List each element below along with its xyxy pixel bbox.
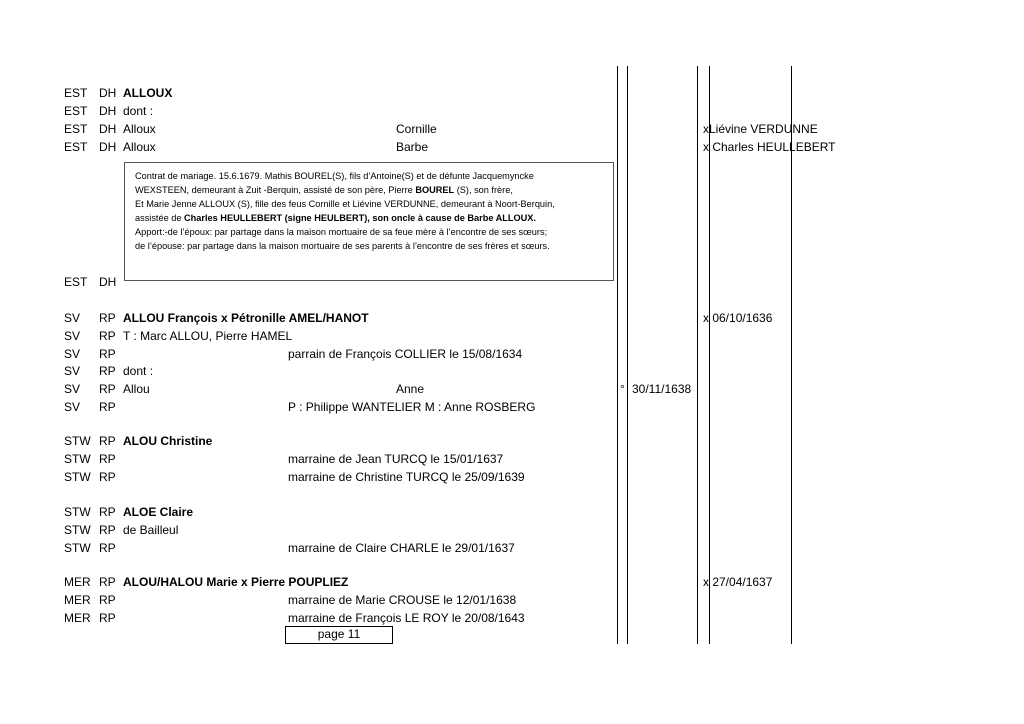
source-code: RP	[99, 364, 116, 378]
parish-code: STW	[64, 541, 91, 555]
record-detail: marraine de Marie CROUSE le 12/01/1638	[288, 593, 517, 607]
column-rule	[697, 66, 698, 644]
record-name: Alloux	[123, 122, 156, 136]
source-code: RP	[99, 593, 116, 607]
source-code: RP	[99, 611, 116, 625]
parish-code: EST	[64, 275, 88, 289]
parish-code: EST	[64, 104, 88, 118]
source-code: DH	[99, 104, 117, 118]
record-detail: P : Philippe WANTELIER M : Anne ROSBERG	[288, 400, 536, 414]
source-code: RP	[99, 470, 116, 484]
given-name: Cornille	[396, 122, 437, 136]
family-heading: ALOE Claire	[123, 505, 194, 519]
note-line: Contrat de mariage. 15.6.1679. Mathis BOUREL(S), fils d’Antoine(S) et de défunte Jacquemyncke	[135, 171, 534, 181]
given-name: Anne	[396, 382, 425, 396]
source-code: RP	[99, 541, 116, 555]
parish-code: SV	[64, 347, 81, 361]
parish-code: STW	[64, 470, 91, 484]
family-heading: ALLOUX	[123, 86, 173, 100]
source-code: RP	[99, 434, 116, 448]
record-name: Alloux	[123, 140, 156, 154]
note-line: Apport:-de l’époux: par partage dans la maison mortuaire de sa feue mère à l’encontre de ses sœurs;	[135, 227, 548, 237]
source-code: RP	[99, 505, 116, 519]
column-rule	[617, 66, 618, 644]
source-code: RP	[99, 452, 116, 466]
parish-code: STW	[64, 452, 91, 466]
family-heading: ALOU Christine	[123, 434, 213, 448]
parish-code: STW	[64, 434, 91, 448]
marriage-info: x 06/10/1636	[703, 311, 773, 325]
marriage-info: xLiévine VERDUNNE	[703, 122, 818, 136]
parish-code: SV	[64, 382, 81, 396]
given-name: Barbe	[396, 140, 429, 154]
parish-code: STW	[64, 505, 91, 519]
record-name: Allou	[123, 382, 150, 396]
note-line: Et Marie Jenne ALLOUX (S), fille des feus Cornille et Liévine VERDUNNE, demeurant à Noort-Berquin,	[135, 199, 555, 209]
source-code: RP	[99, 311, 116, 325]
record-detail: marraine de Claire CHARLE le 29/01/1637	[288, 541, 515, 555]
source-code: RP	[99, 523, 116, 537]
parish-code: SV	[64, 311, 81, 325]
column-rule	[627, 66, 628, 644]
parish-code: MER	[64, 593, 91, 607]
parish-code: SV	[64, 364, 81, 378]
parish-code: MER	[64, 575, 91, 589]
source-code: RP	[99, 347, 116, 361]
parish-code: EST	[64, 140, 88, 154]
record-name: T : Marc ALLOU, Pierre HAMEL	[123, 329, 293, 343]
record-detail: parrain de François COLLIER le 15/08/1634	[288, 347, 523, 361]
parish-code: EST	[64, 86, 88, 100]
source-code: RP	[99, 382, 116, 396]
record-detail: marraine de Christine TURCQ le 25/09/1639	[288, 470, 525, 484]
note-line: assistée de Charles HEULLEBERT (signe HEULBERT), son oncle à cause de Barbe ALLOUX.	[135, 213, 536, 223]
record-name: dont :	[123, 104, 154, 118]
marriage-contract-note	[124, 162, 614, 281]
note-line: WEXSTEEN, demeurant à Zuit -Berquin, assisté de son père, Pierre BOUREL (S), son frère,	[135, 185, 513, 195]
birth-mark: °	[620, 382, 625, 396]
record-detail: marraine de Jean TURCQ le 15/01/1637	[288, 452, 504, 466]
source-code: RP	[99, 400, 116, 414]
record-detail: marraine de François LE ROY le 20/08/1643	[288, 611, 525, 625]
parish-code: SV	[64, 329, 81, 343]
source-code: DH	[99, 86, 117, 100]
family-heading: ALOU/HALOU Marie x Pierre POUPLIEZ	[123, 575, 349, 589]
parish-code: STW	[64, 523, 91, 537]
source-code: DH	[99, 122, 117, 136]
parish-code: MER	[64, 611, 91, 625]
source-code: RP	[99, 329, 116, 343]
marriage-info: x Charles HEULLEBERT	[703, 140, 836, 154]
parish-code: EST	[64, 122, 88, 136]
source-code: DH	[99, 140, 117, 154]
birth-date: 30/11/1638	[632, 382, 692, 396]
source-code: DH	[99, 275, 117, 289]
record-name: de Bailleul	[123, 523, 179, 537]
marriage-info: x 27/04/1637	[703, 575, 773, 589]
note-line: de l’épouse: par partage dans la maison mortuaire de ses parents à l’encontre de ses frères et sœurs.	[135, 241, 550, 251]
source-code: RP	[99, 575, 116, 589]
family-heading: ALLOU François x Pétronille AMEL/HANOT	[123, 311, 369, 325]
record-name: dont :	[123, 364, 154, 378]
page-number: page 11	[285, 626, 393, 644]
parish-code: SV	[64, 400, 81, 414]
